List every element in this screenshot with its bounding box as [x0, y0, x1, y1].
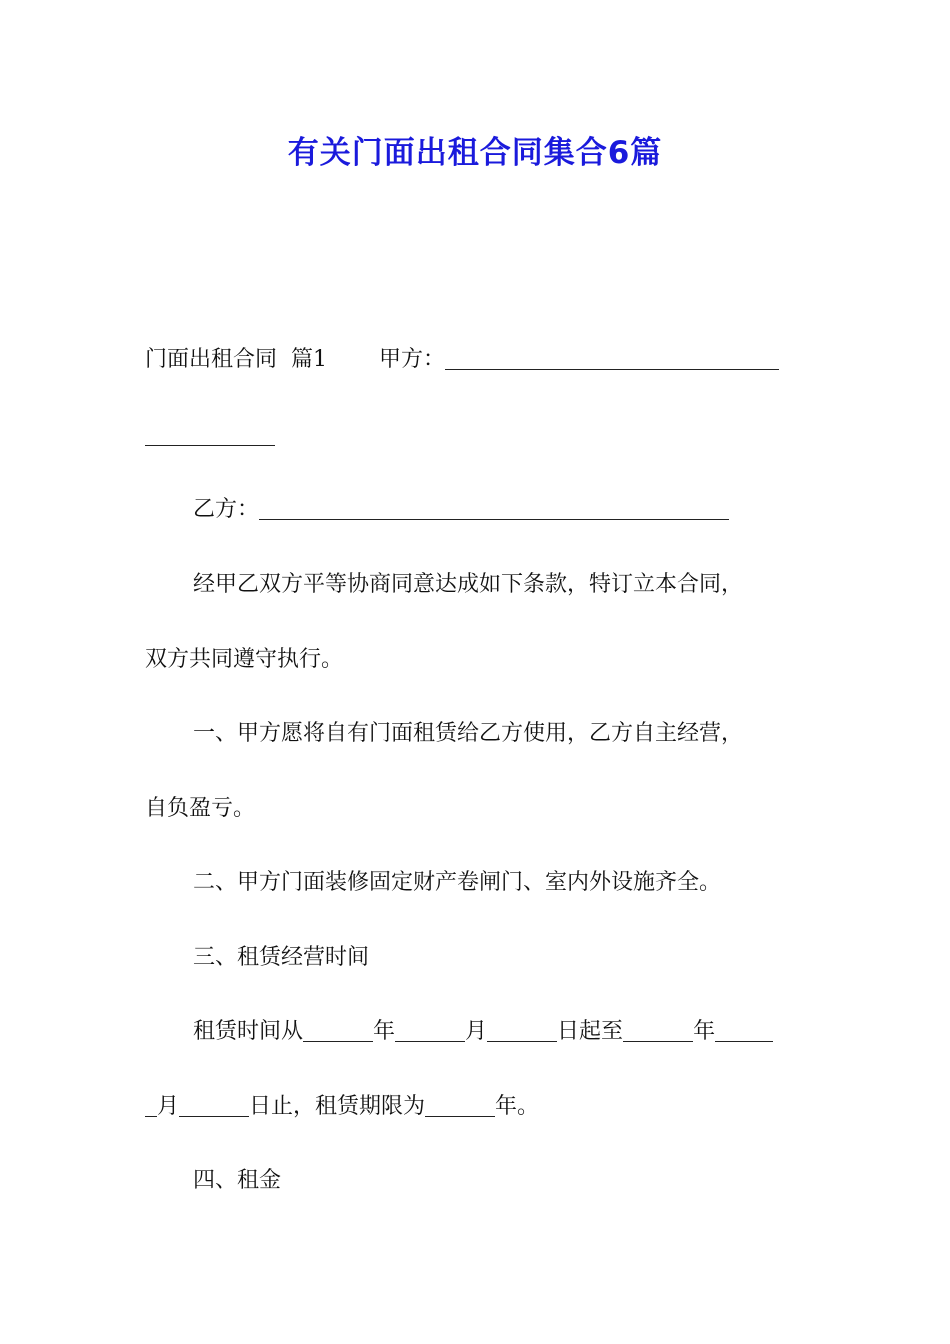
end-year-label: 年 [693, 1019, 716, 1044]
party-a-label: 甲方： [379, 347, 446, 372]
end-month-blank-part-1 [715, 1019, 773, 1042]
lease-years-label: 年。 [495, 1094, 540, 1119]
clause-1-line-2: 自负盈亏。 [145, 796, 256, 821]
contract-heading: 门面出租合同 [145, 347, 278, 372]
lease-years-blank [425, 1094, 495, 1117]
start-month-blank [395, 1019, 465, 1042]
end-day-blank [179, 1094, 249, 1117]
party-b-blank [259, 497, 729, 520]
end-day-label: 日止，租赁期限为 [249, 1094, 426, 1119]
party-b-line [193, 493, 810, 527]
start-day-until-label: 日起至 [557, 1019, 624, 1044]
end-month-blank-part-2 [145, 1094, 157, 1117]
party-a-blank-continued [145, 423, 275, 446]
end-year-blank [623, 1019, 693, 1042]
start-year-label: 年 [373, 1019, 396, 1044]
contract-heading-line [145, 343, 810, 377]
party-a-blank [445, 347, 779, 370]
contract-piece-number: 篇1 [291, 347, 328, 372]
clause-3-heading: 三、租赁经营时间 [193, 945, 370, 970]
start-day-blank [487, 1019, 557, 1042]
page-title: 有关门面出租合同集合6篇 [287, 135, 663, 171]
lease-period-line-1 [193, 1015, 810, 1049]
start-month-label: 月 [465, 1019, 488, 1044]
end-month-label: 月 [157, 1094, 180, 1119]
party-a-blank-continued-line [145, 419, 810, 453]
clause-4-heading: 四、租金 [193, 1168, 282, 1193]
lease-period-line-2 [145, 1090, 810, 1124]
lease-from-label: 租赁时间从 [193, 1019, 304, 1044]
agreement-text-line-1: 经甲乙双方平等协商同意达成如下条款，特订立本合同， [193, 572, 744, 597]
start-year-blank [303, 1019, 373, 1042]
agreement-text-line-2: 双方共同遵守执行。 [145, 647, 344, 672]
clause-2: 二、甲方门面装修固定财产卷闸门、室内外设施齐全。 [193, 870, 722, 895]
clause-1-line-1: 一、甲方愿将自有门面租赁给乙方使用，乙方自主经营， [193, 721, 744, 746]
party-b-label: 乙方： [193, 497, 260, 522]
